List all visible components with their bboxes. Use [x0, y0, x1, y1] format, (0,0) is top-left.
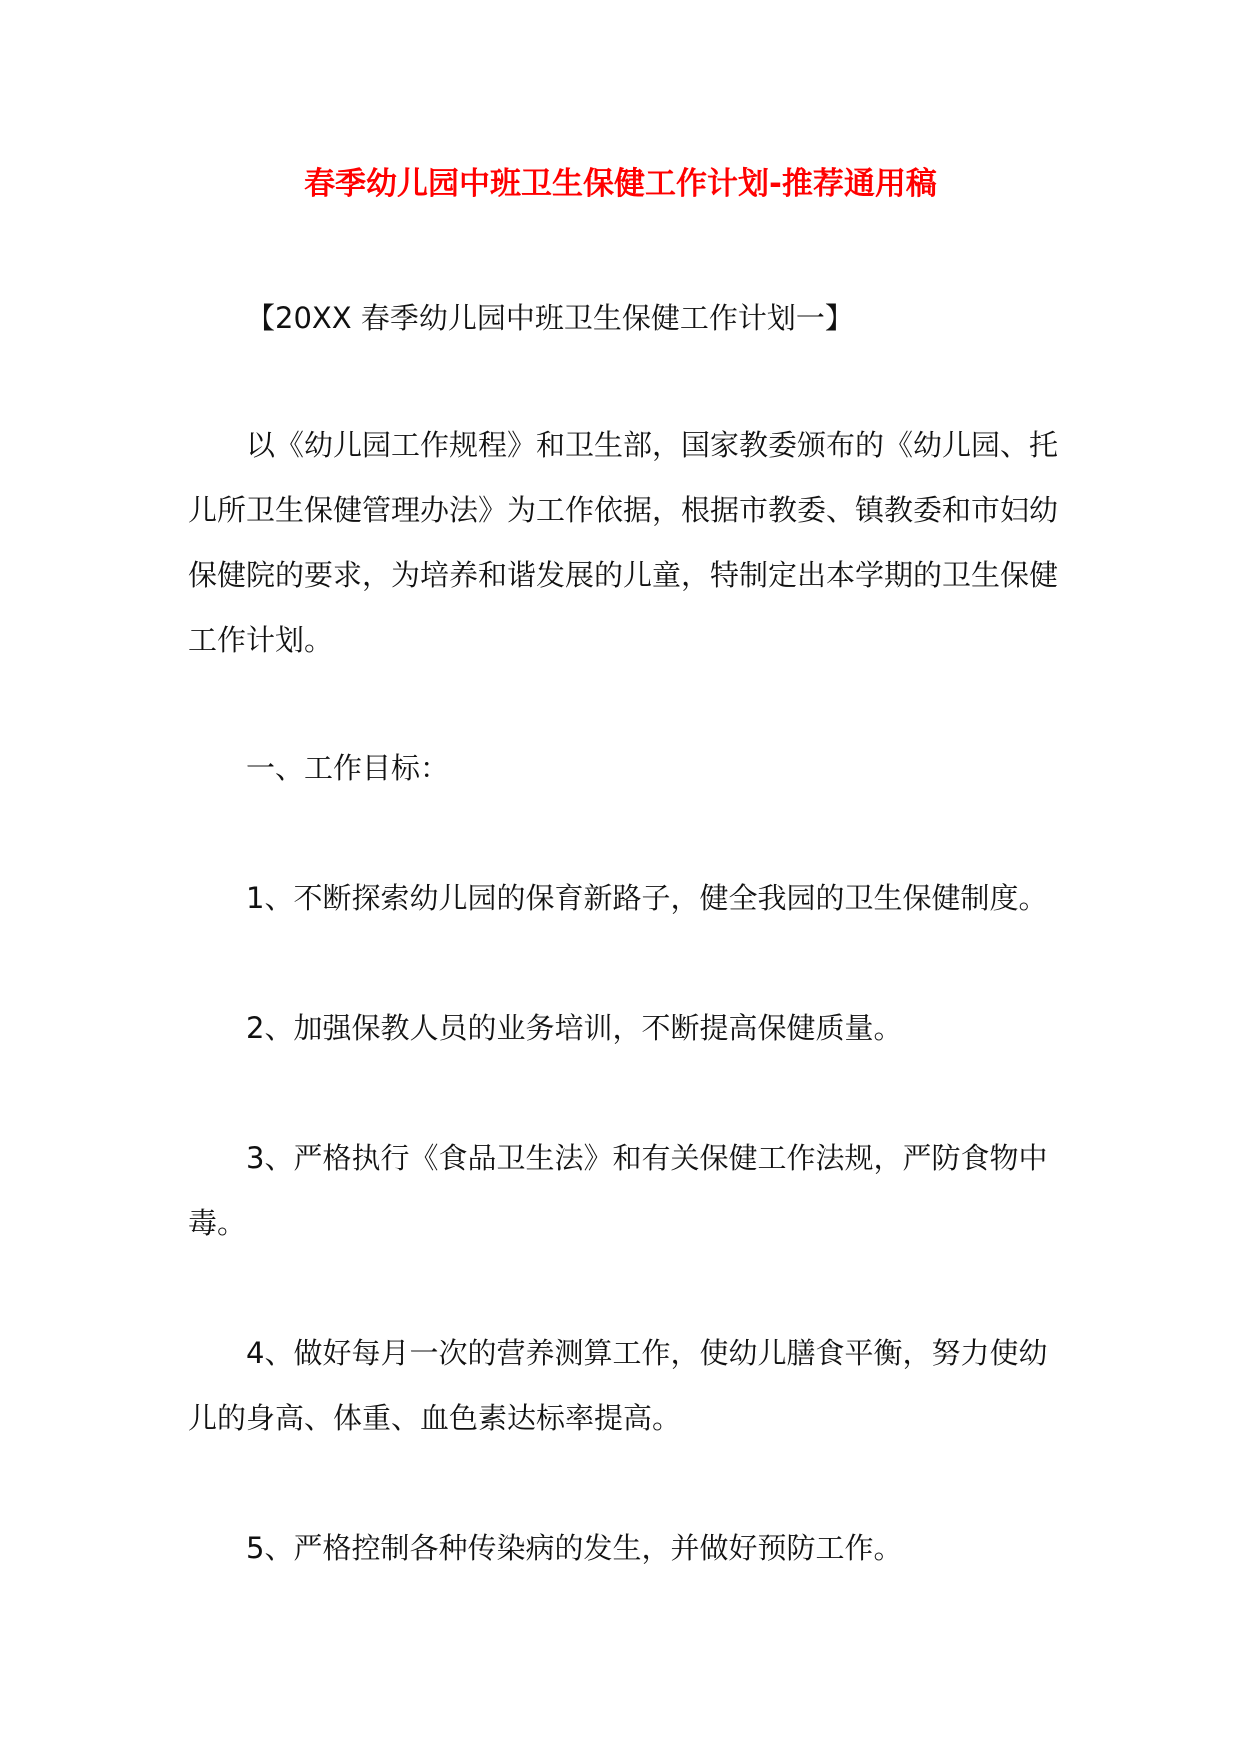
goal-item-1: 1、不断探索幼儿园的保育新路子，健全我园的卫生保健制度。: [246, 881, 1048, 915]
goal-item-4: 4、做好每月一次的营养测算工作，使幼儿膳食平衡，努力使幼儿的身高、体重、血色素达标率提高。: [188, 1336, 1048, 1435]
intro-paragraph: 以《幼儿园工作规程》和卫生部，国家教委颁布的《幼儿园、托儿所卫生保健管理办法》为工作依据，根据市教委、镇教委和市妇幼保健院的要求，为培养和谐发展的儿童，特制定出本学期的卫生保健工作计划。: [188, 428, 1059, 657]
section-subheading: 【20XX 春季幼儿园中班卫生保健工作计划一】: [246, 301, 854, 335]
goal-item-5: 5、严格控制各种传染病的发生，并做好预防工作。: [246, 1531, 903, 1565]
goal-item-3: 3、严格执行《食品卫生法》和有关保健工作法规，严防食物中毒。: [188, 1141, 1048, 1240]
goal-item-2: 2、加强保教人员的业务培训，不断提高保健质量。: [246, 1011, 903, 1045]
goals-heading: 一、工作目标：: [246, 751, 450, 785]
document-title: 春季幼儿园中班卫生保健工作计划-推荐通用稿: [304, 166, 937, 202]
